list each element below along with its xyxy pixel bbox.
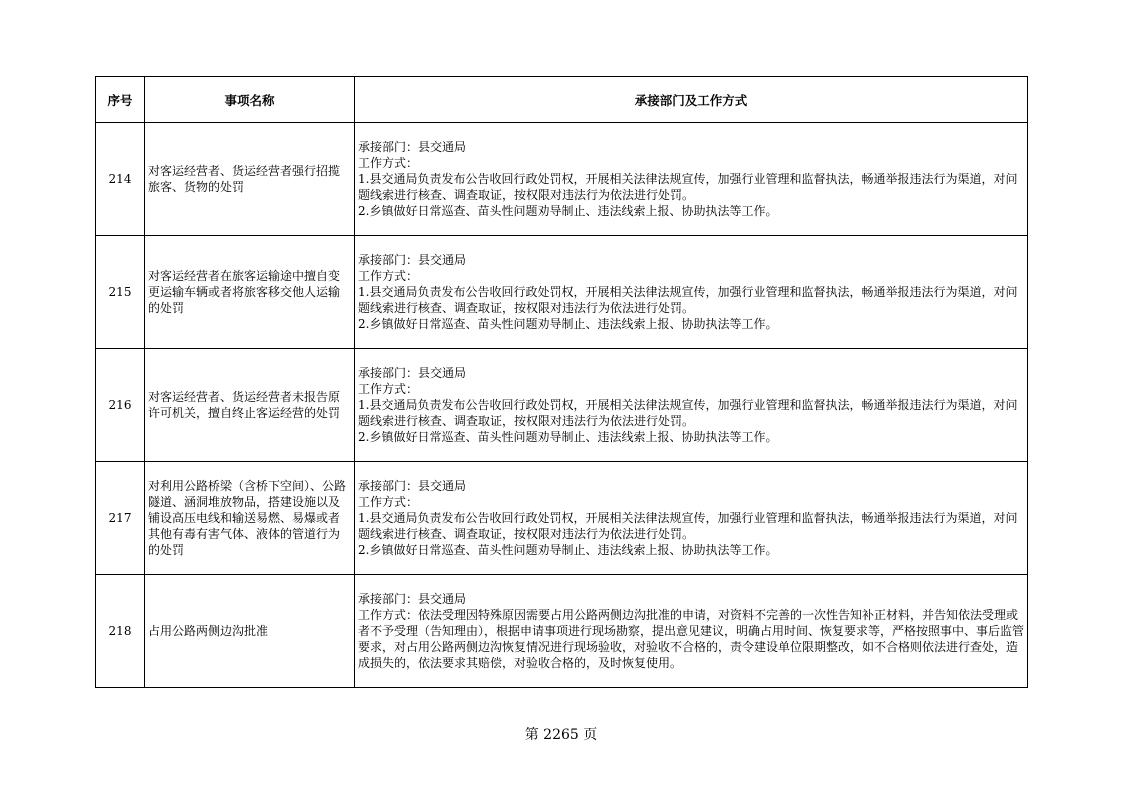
- method-label: 工作方式：: [358, 269, 419, 283]
- department-line: 承接部门：县交通局: [358, 140, 467, 154]
- header-row: [96, 77, 1028, 123]
- department-cell: [355, 462, 1028, 575]
- table-row: [96, 123, 1028, 236]
- method-item: 1.县交通局负责发布公告收回行政处罚权，开展相关法律法规宣传，加强行业管理和监督执法，畅通举报违法行为渠道，对问题线索进行核查、调查取证，按权限对违法行为依法进行处罚。: [358, 285, 1018, 315]
- department-cell: [355, 349, 1028, 462]
- method-item: 2.乡镇做好日常巡查、苗头性问题劝导制止、违法线索上报、协助执法等工作。: [358, 204, 778, 218]
- method-item: 1.县交通局负责发布公告收回行政处罚权，开展相关法律法规宣传，加强行业管理和监督执法，畅通举报违法行为渠道，对问题线索进行核查、调查取证，按权限对违法行为依法进行处罚。: [358, 398, 1018, 428]
- department-cell: [355, 575, 1028, 688]
- header-department: 承接部门及工作方式: [355, 77, 1028, 123]
- item-name: 对客运经营者、货运经营者未报告原许可机关，擅自终止客运经营的处罚: [145, 349, 355, 462]
- row-number: 217: [96, 462, 145, 575]
- department-cell: [355, 123, 1028, 236]
- item-name: 对利用公路桥梁（含桥下空间）、公路隧道、涵洞堆放物品，搭建设施以及铺设高压电线和输送易燃、易爆或者其他有毒有害气体、液体的管道行为的处罚: [145, 462, 355, 575]
- item-name: 对客运经营者在旅客运输途中擅自变更运输车辆或者将旅客移交他人运输的处罚: [145, 236, 355, 349]
- item-name: 对客运经营者、货运经营者强行招揽旅客、货物的处罚: [145, 123, 355, 236]
- method-label: 工作方式：: [358, 495, 419, 509]
- method-item: 工作方式：依法受理因特殊原因需要占用公路两侧边沟批准的申请，对资料不完善的一次性告知补正材料，并告知依法受理或者不予受理（告知理由），根据申请事项进行现场勘察，提出意见建议，明确占用时间、恢复要求等，严格按照事中、事后监管要求，对占用公路两侧边沟恢复情况进行现场验收，对验收不合格的，责令建设单位限期整改，如不合格则依法进行查处，造成损失的，依法要求其赔偿，对验收合格的，及时恢复使用。: [358, 608, 1025, 670]
- row-number: 216: [96, 349, 145, 462]
- department-line: 承接部门：县交通局: [358, 479, 467, 493]
- page-number: 第 2265 页: [524, 727, 598, 743]
- department-line: 承接部门：县交通局: [358, 592, 467, 606]
- method-item: 2.乡镇做好日常巡查、苗头性问题劝导制止、违法线索上报、协助执法等工作。: [358, 543, 778, 557]
- department-cell: [355, 236, 1028, 349]
- table-row: [96, 349, 1028, 462]
- table-row: [96, 236, 1028, 349]
- row-number: 218: [96, 575, 145, 688]
- header-number: 序号: [96, 77, 145, 123]
- department-line: 承接部门：县交通局: [358, 253, 467, 267]
- method-item: 2.乡镇做好日常巡查、苗头性问题劝导制止、违法线索上报、协助执法等工作。: [358, 430, 778, 444]
- header-name: 事项名称: [145, 77, 355, 123]
- row-number: 214: [96, 123, 145, 236]
- item-name: 占用公路两侧边沟批准: [145, 575, 355, 688]
- row-number: 215: [96, 236, 145, 349]
- method-label: 工作方式：: [358, 382, 419, 396]
- department-line: 承接部门：县交通局: [358, 366, 467, 380]
- method-item: 2.乡镇做好日常巡查、苗头性问题劝导制止、违法线索上报、协助执法等工作。: [358, 317, 778, 331]
- table-row: [96, 575, 1028, 688]
- table-row: [96, 462, 1028, 575]
- main-table: [95, 76, 1028, 688]
- method-label: 工作方式：: [358, 156, 419, 170]
- method-item: 1.县交通局负责发布公告收回行政处罚权，开展相关法律法规宣传，加强行业管理和监督执法，畅通举报违法行为渠道，对问题线索进行核查、调查取证，按权限对违法行为依法进行处罚。: [358, 172, 1018, 202]
- method-item: 1.县交通局负责发布公告收回行政处罚权，开展相关法律法规宣传，加强行业管理和监督执法，畅通举报违法行为渠道，对问题线索进行核查、调查取证，按权限对违法行为依法进行处罚。: [358, 511, 1018, 541]
